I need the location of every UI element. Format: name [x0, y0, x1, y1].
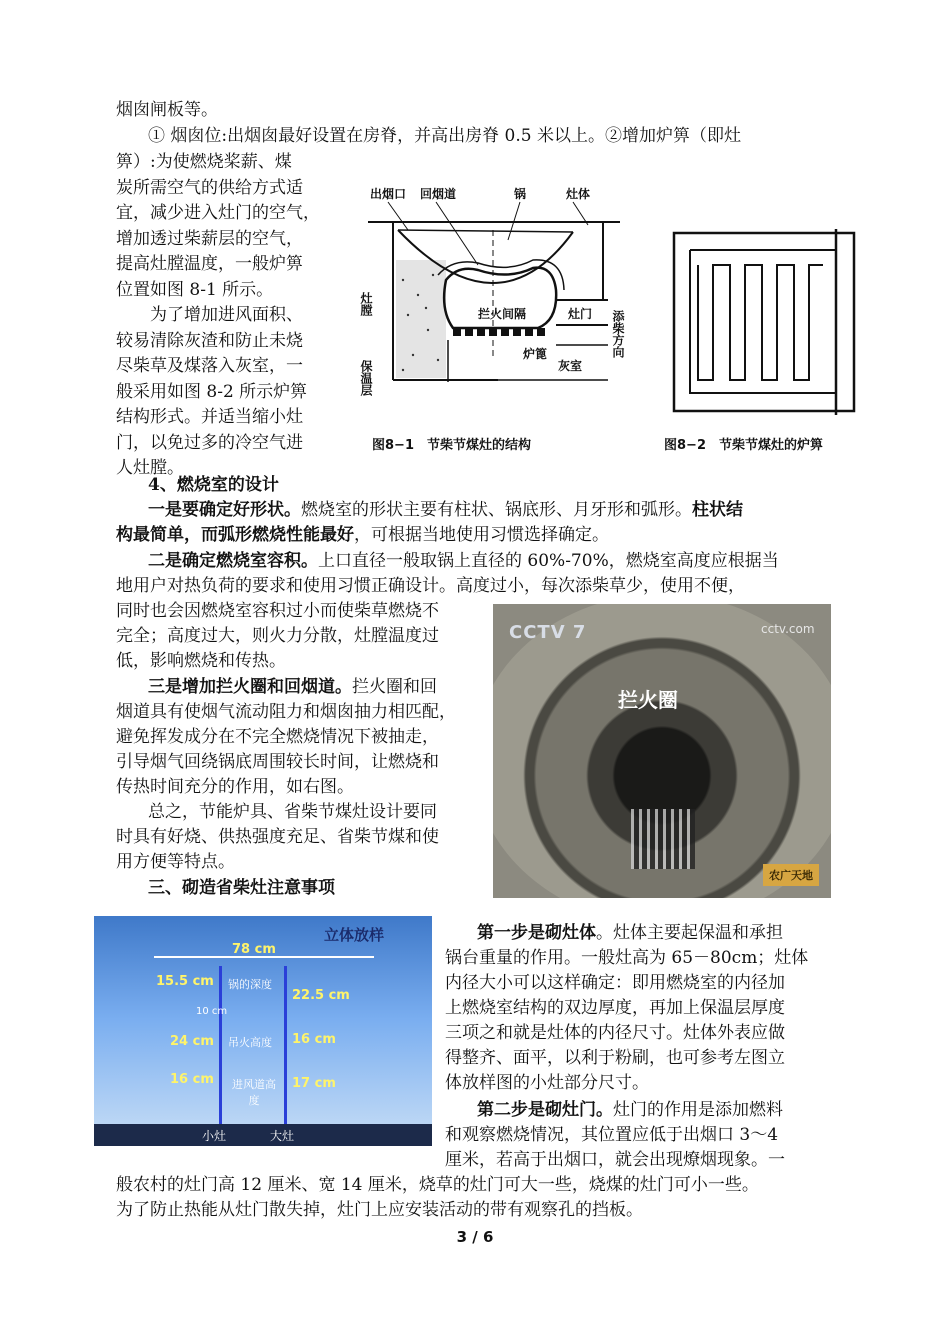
program-badge: 农广天地 [763, 864, 819, 886]
stove-dimension-photo [94, 916, 432, 1146]
para-shape-2 [116, 523, 609, 549]
right-value: 16 cm [292, 1032, 336, 1047]
text-shape-2: ，可根据当地使用习惯选择确定。 [354, 525, 609, 545]
lead-volume: 二是确定燃烧室容积。 [148, 551, 318, 571]
text-line: 引导烟气回绕锅底周围较长时间，让燃烧和 [116, 752, 439, 772]
lead-step2: 第二步是砌灶门。 [477, 1100, 613, 1120]
bold-arc: 构最简单，而弧形燃烧性能最好 [116, 525, 354, 545]
text-line: 人灶膛。 [116, 458, 184, 478]
text-step1: 。灶体主要起保温和承担 [596, 923, 783, 943]
text-line: 尽柴草及煤落入灰室，一 [116, 356, 303, 376]
para-step2 [477, 1098, 783, 1124]
left-value: 10 cm [196, 1006, 228, 1017]
text-ring: 拦火圈和回 [352, 677, 437, 697]
bottom-label: 小灶 [202, 1129, 227, 1143]
text-line: 为了增加进风面积、 [150, 305, 303, 325]
text-line: 三项之和就是灶体的内径尺寸。灶体外表应做 [445, 1023, 785, 1043]
cctv-watermark: cctv.com [761, 622, 815, 636]
text-line: 较易清除灰渣和防止未烧 [116, 330, 303, 351]
heading-4: 4、燃烧室的设计 [148, 475, 279, 495]
mid-label: 锅的深度 [228, 978, 272, 991]
label-pot: 锅 [514, 187, 527, 201]
bottom-label: 大灶 [270, 1129, 295, 1143]
text-line: 般农村的灶门高 12 厘米、宽 14 厘米，烧草的灶门可大一些，烧煤的灶门可小一些。 [116, 1175, 759, 1195]
lead-shape: 一是要确定好形状。 [148, 500, 301, 520]
para-step1 [477, 921, 783, 947]
para-ring [148, 675, 437, 701]
text-line: 门，以免过多的冷空气进 [116, 432, 303, 453]
right-value: 22.5 cm [292, 988, 350, 1003]
fire-ring-label: 拦火圈 [618, 688, 678, 712]
label-insulation: 保温层 [359, 360, 373, 396]
dims-title: 立体放样 [324, 926, 385, 944]
cctv-logo: CCTV 7 [509, 622, 587, 643]
ground-bar [94, 1124, 432, 1146]
left-value: 16 cm [170, 1072, 214, 1087]
label-flue: 回烟道 [420, 187, 457, 201]
text-line: 内径大小可以这样确定：即用燃烧室的内径加 [445, 973, 785, 993]
label-grate: 炉篦 [523, 347, 548, 361]
mid-label: 进风道高度 [232, 1078, 276, 1107]
text-line: 得整齐、面平，以利于粉刷，也可参考左图立 [445, 1048, 785, 1068]
label-fire-ring: 拦火间隔 [478, 307, 527, 321]
label-chimney: 出烟口 [370, 187, 407, 201]
text-line: 增加透过柴薪层的空气， [116, 228, 303, 249]
left-column-grate-structure [116, 303, 352, 482]
text-line: 完全；高度过大，则火力分散，灶膛温度过 [116, 626, 439, 646]
small-stove-line [219, 966, 222, 1138]
text-line: 同时也会因燃烧室容积过小而使柴草燃烧不 [116, 601, 439, 621]
text-shape: 燃烧室的形状主要有柱状、锅底形、月牙形和弧形。 [301, 500, 692, 520]
text-line: 传热时间充分的作用，如右图。 [116, 777, 354, 797]
text-line: 为了防止热能从灶门散失掉，灶门上应安装活动的带有观察孔的挡板。 [116, 1200, 643, 1220]
text-line: 位置如图 8-1 所示。 [116, 279, 274, 300]
text-line: 低，影响燃烧和传热。 [116, 651, 286, 671]
label-chamber: 灶膛 [359, 292, 373, 316]
text-volume: 上口直径一般取锅上直径的 60%-70%，燃烧室高度应根据当 [318, 551, 779, 571]
grate-diagram [668, 225, 868, 420]
label-body: 灶体 [566, 187, 591, 201]
fig2-caption: 图8−2 节柴节煤灶的炉箅 [664, 438, 823, 453]
label-door: 灶门 [568, 307, 593, 321]
grate-bars [631, 809, 695, 869]
text-line: 上燃烧室结构的双边厚度，再加上保温层厚度 [445, 998, 785, 1018]
mid-label: 吊火高度 [228, 1036, 272, 1049]
text-line: 厘米，若高于出烟口，就会出现燎烟现象。一 [445, 1150, 785, 1170]
left-value: 15.5 cm [156, 974, 214, 989]
para-volume [148, 549, 779, 575]
para-shape [148, 498, 743, 524]
top-width-label: 78 cm [232, 942, 276, 957]
text-line: 总之，节能炉具、省柴节煤灶设计要同 [148, 802, 437, 822]
label-ash: 灰室 [558, 359, 583, 373]
text-line: 避免挥发成分在不完全燃烧情况下被抽走， [116, 727, 439, 747]
left-column-grate [116, 150, 352, 303]
text-line: 锅台重量的作用。一般灶高为 65－80cm；灶体 [445, 948, 809, 968]
lead-ring: 三是增加拦火圈和回烟道。 [148, 677, 352, 697]
lead-step1: 第一步是砌灶体 [477, 923, 596, 943]
text-line: 结构形式。并适当缩小灶 [116, 407, 303, 427]
text-line: 烟道具有使烟气流动阻力和烟囱抽力相匹配， [116, 702, 456, 722]
text-line: 体放样图的小灶部分尺寸。 [445, 1073, 649, 1093]
text-line: 时具有好烧、供热强度充足、省柴节煤和使 [116, 827, 439, 847]
para-top: 烟囱闸板等。 [116, 100, 218, 120]
bold-column: 柱状结 [692, 500, 743, 520]
text-line: 和观察燃烧情况，其位置应低于出烟口 3～4 [445, 1125, 779, 1145]
para-chimney: ① 烟囱位:出烟囱最好设置在房脊，并高出房脊 0.5 米以上。②增加炉箅（即灶 [148, 126, 741, 146]
page-number: 3 / 6 [456, 1228, 494, 1246]
right-value: 17 cm [292, 1076, 336, 1091]
text-line: 地用户对热负荷的要求和使用习惯正确设计。高度过小，每次添柴草少，使用不便， [116, 576, 745, 596]
large-stove-line [284, 966, 287, 1138]
text-line: 宜，减少进入灶门的空气， [116, 203, 320, 223]
text-line: 提高灶膛温度，一般炉箅 [116, 254, 303, 274]
label-add-fuel: 添柴方向 [611, 310, 625, 358]
fig1-caption: 图8−1 节柴节煤灶的结构 [372, 438, 531, 453]
fire-ring-photo [493, 604, 831, 898]
text-line: 般采用如图 8-2 所示炉箅 [116, 381, 308, 402]
text-line: 用方便等特点。 [116, 852, 235, 872]
text-step2: 灶门的作用是添加燃料 [613, 1100, 783, 1120]
text-line: 炭所需空气的供给方式适 [116, 177, 303, 198]
stove-structure-diagram [358, 170, 630, 455]
text-line: 箅）:为使燃烧桨薪、煤 [116, 152, 292, 172]
left-value: 24 cm [170, 1034, 214, 1049]
heading-3: 三、砌造省柴灶注意事项 [148, 878, 335, 898]
